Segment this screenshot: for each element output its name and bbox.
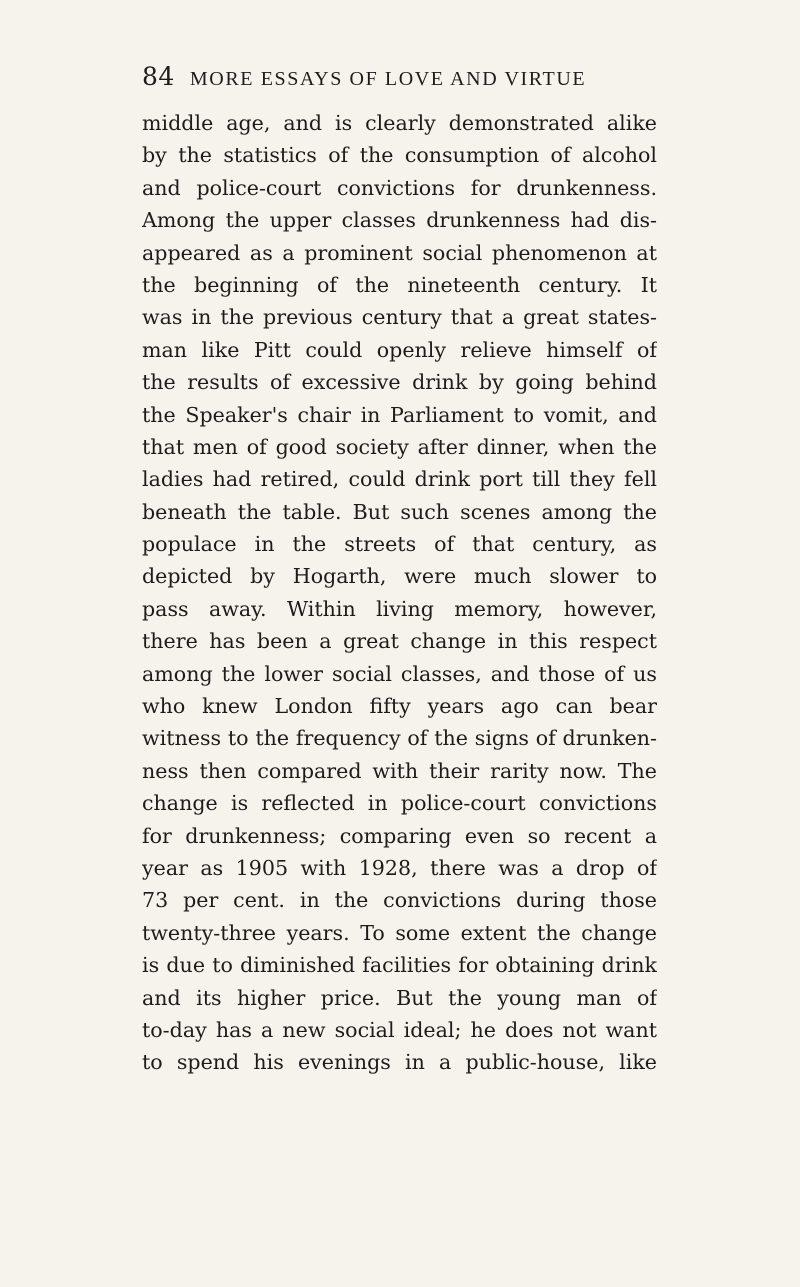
body-text xyxy=(142,107,657,1079)
text-line: the beginning of the nineteenth century. It xyxy=(142,272,657,297)
text-line: by the statistics of the consumption of alcohol xyxy=(142,143,657,168)
text-line: ness then compared with their rarity now. The xyxy=(142,758,657,783)
text-line: 73 per cent. in the convictions during those xyxy=(142,888,657,913)
text-line: that men of good society after dinner, when the xyxy=(142,434,657,459)
text-line: man like Pitt could openly relieve himself of xyxy=(142,337,657,362)
text-line: appeared as a prominent social phenomenon at xyxy=(142,240,657,265)
text-line: middle age, and is clearly demonstrated alike xyxy=(142,111,657,135)
text-line: among the lower social classes, and those of us xyxy=(142,661,657,686)
text-line: Among the upper classes drunkenness had dis- xyxy=(142,208,657,233)
text-line: ladies had retired, could drink port till they fell xyxy=(142,467,657,492)
page-number: 84 xyxy=(142,62,175,91)
text-line: and police-court convictions for drunkenness. xyxy=(142,175,657,200)
running-head xyxy=(142,62,662,106)
text-line: there has been a great change in this respect xyxy=(142,629,657,654)
text-line: who knew London fifty years ago can bear xyxy=(142,694,657,719)
text-line: change is reflected in police-court convictions xyxy=(142,791,657,816)
text-line: witness to the frequency of the signs of drunken- xyxy=(142,726,657,751)
text-line: twenty-three years. To some extent the change xyxy=(142,920,657,945)
text-line: depicted by Hogarth, were much slower to xyxy=(142,564,657,589)
text-line: the results of excessive drink by going behind xyxy=(142,370,657,395)
text-line: year as 1905 with 1928, there was a drop of xyxy=(142,855,657,880)
text-line: is due to diminished facilities for obtaining drink xyxy=(142,953,657,978)
text-line: the Speaker's chair in Parliament to vomit, and xyxy=(142,402,657,427)
text-line: was in the previous century that a great states- xyxy=(142,305,657,330)
text-line: and its higher price. But the young man of xyxy=(142,985,657,1010)
text-line: populace in the streets of that century, as xyxy=(142,532,657,557)
running-head-title: MORE ESSAYS OF LOVE AND VIRTUE xyxy=(189,68,587,90)
text-line: pass away. Within living memory, however, xyxy=(142,596,657,621)
text-line: for drunkenness; comparing even so recent a xyxy=(142,823,657,848)
text-line: to-day has a new social ideal; he does not want xyxy=(142,1017,657,1042)
text-line: beneath the table. But such scenes among the xyxy=(142,499,657,524)
text-line: to spend his evenings in a public-house, like xyxy=(142,1050,657,1075)
